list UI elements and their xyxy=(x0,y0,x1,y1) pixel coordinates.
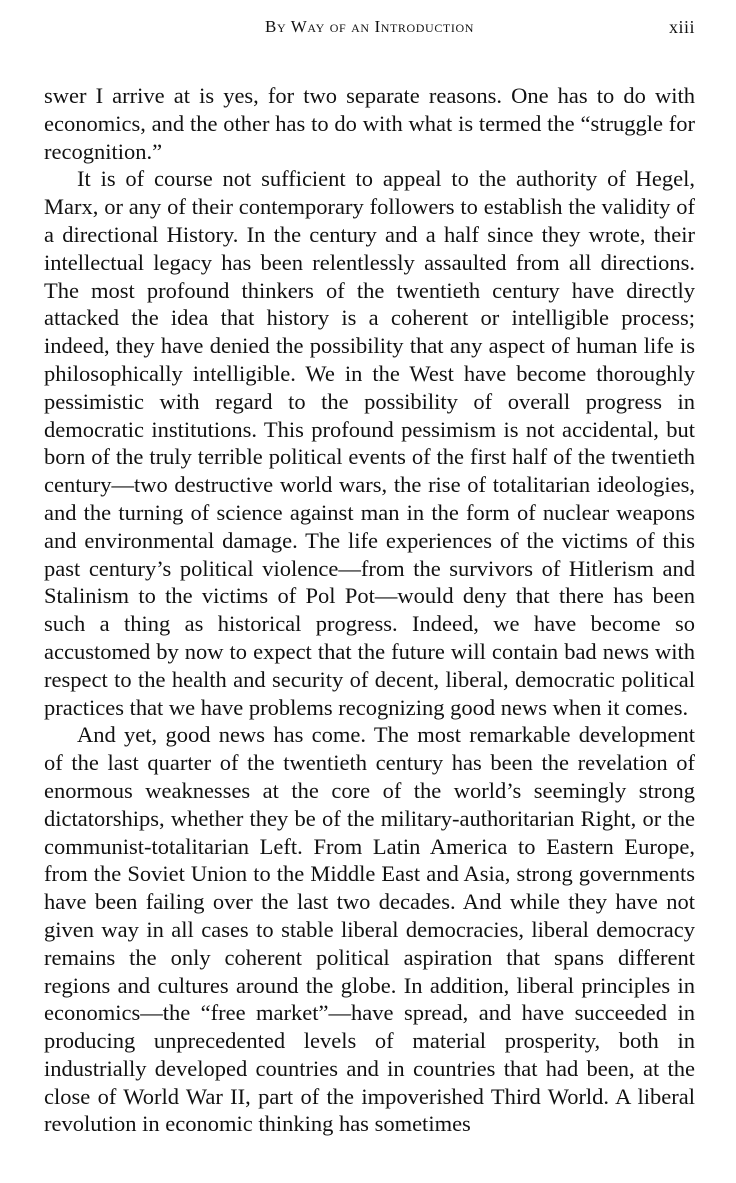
paragraph-continued: swer I arrive at is yes, for two separate reasons. One has to do with economics, and the other has to do with what is termed the “struggle for recognition.” xyxy=(44,83,695,164)
book-page xyxy=(44,0,695,1183)
running-title: By Way of an Introduction xyxy=(265,17,474,36)
paragraph: And yet, good news has come. The most remarkable development of the last quarter of the twentieth century has been the revelation of enormous weaknesses at the core of the world’s seemingly strong dictatorships, whether they be of the military-authoritarian Right, or the communist-totalitarian Left. From Latin America to Eastern Europe, from the Soviet Union to the Middle East and Asia, strong governments have been failing over the last two decades. And while they have not given way in all cases to stable liberal democracies, liberal democracy remains the only coherent political aspiration that spans different regions and cultures around the globe. In addition, liberal principles in economics—the “free market”—have spread, and have succeeded in producing unprecedented levels of material prosperity, both in industrially developed countries and in countries that had been, at the close of World War II, part of the impoverished Third World. A liberal revolution in economic thinking has sometimes xyxy=(44,722,695,1137)
page-number: xiii xyxy=(668,17,695,37)
paragraph: It is of course not sufficient to appeal to the authority of Hegel, Marx, or any of their contemporary followers to establish the validity of a directional History. In the century and a half since they wrote, their intellectual legacy has been relentlessly assaulted from all directions. The most profound thinkers of the twentieth century have directly attacked the idea that history is a coherent or intelligible process; indeed, they have denied the possibility that any aspect of human life is philosophically intelligible. We in the West have become thoroughly pessimistic with regard to the possibility of overall progress in democratic institutions. This profound pessimism is not accidental, but born of the truly terrible political events of the first half of the twentieth century—two destructive world wars, the rise of totalitarian ideologies, and the turning of science against man in the form of nuclear weapons and environmental damage. The life experiences of the victims of this past century’s political violence—from the survivors of Hitlerism and Stalinism to the victims of Pol Pot—would deny that there has been such a thing as historical progress. Indeed, we have become so accustomed by now to expect that the future will contain bad news with respect to the health and security of decent, liberal, democratic political practices that we have problems recognizing good news when it comes. xyxy=(44,166,695,720)
body-text xyxy=(44,82,695,1138)
running-head xyxy=(44,17,695,41)
